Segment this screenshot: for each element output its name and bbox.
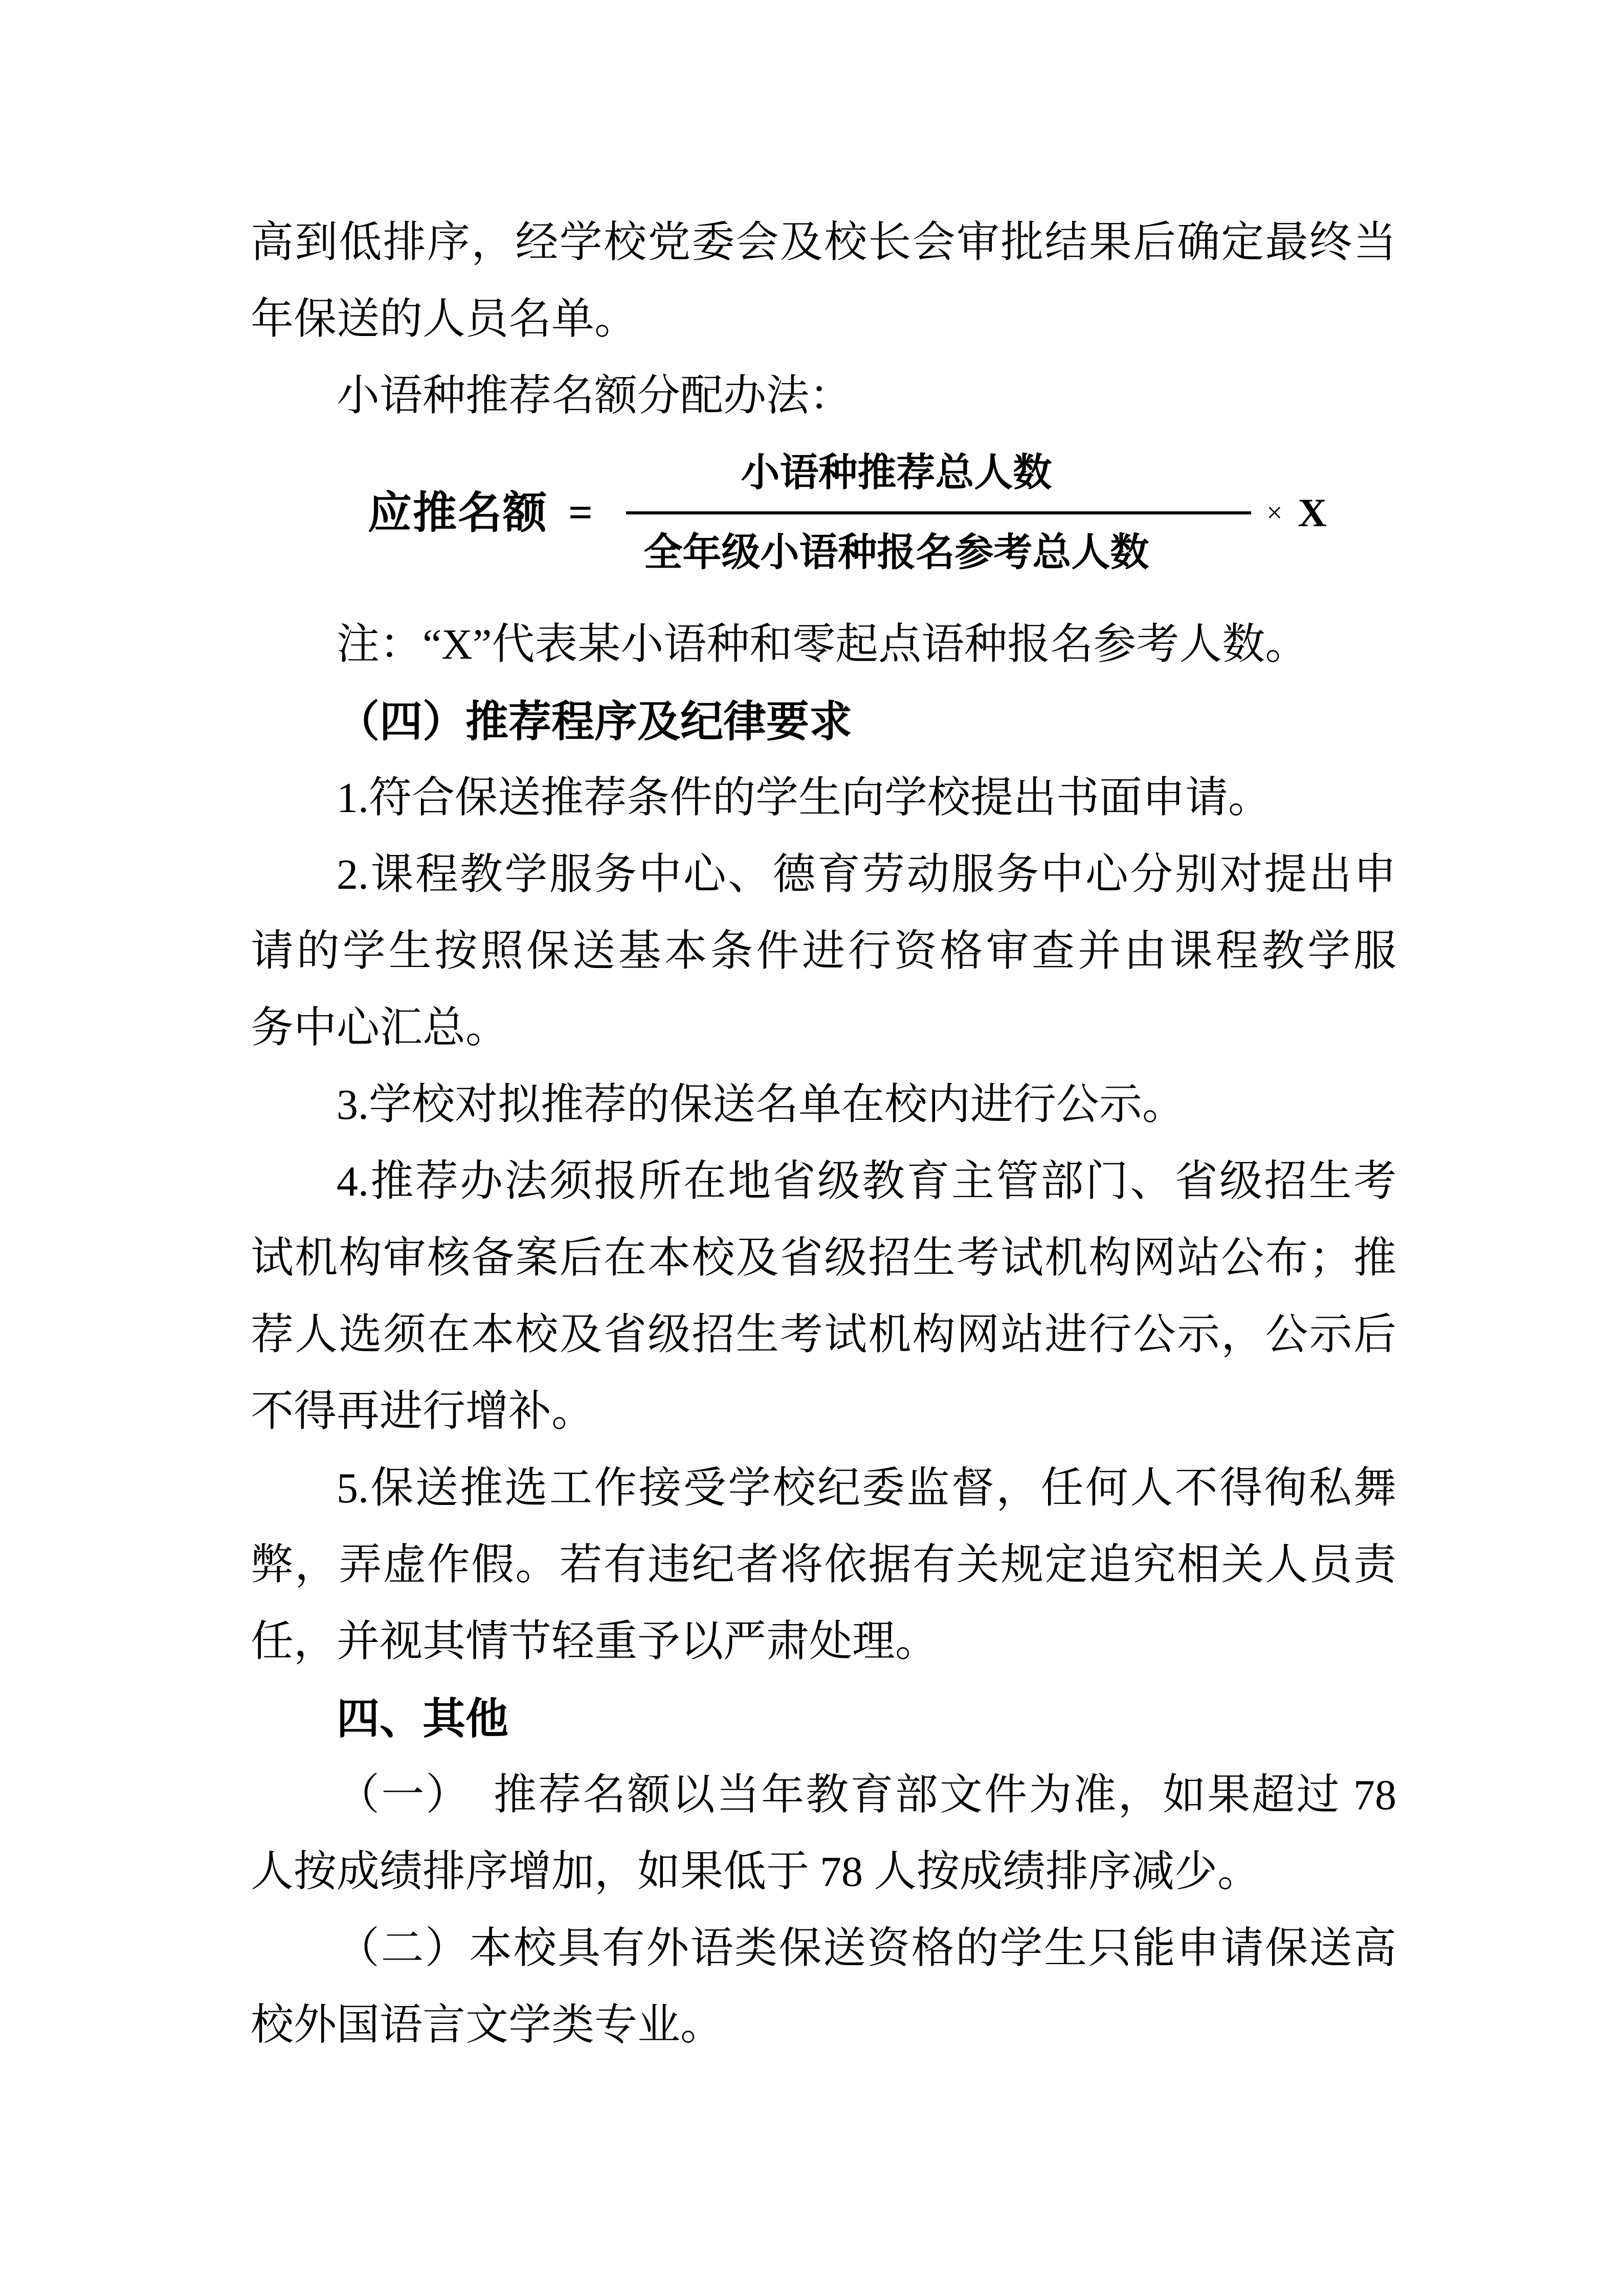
text-line: 荐人选须在本校及省级招生考试机构网站进行公示，公示后 [251, 1311, 1396, 1359]
text-line: 不得再进行增补。 [251, 1388, 595, 1435]
text-line: 1.符合保送推荐条件的学生向学校提出书面申请。 [337, 774, 1272, 822]
text-line: （一） 推荐名额以当年教育部文件为准，如果超过 78 [337, 1771, 1396, 1819]
formula-fraction [626, 435, 1251, 591]
text-line: 弊，弄虚作假。若有违纪者将依据有关规定追究相关人员责 [251, 1541, 1396, 1589]
section-heading: （四）推荐程序及纪律要求 [337, 697, 853, 746]
text-line: 5.保送推选工作接受学校纪委监督，任何人不得徇私舞 [337, 1465, 1396, 1512]
formula-numerator: 小语种推荐总人数 [741, 451, 1052, 494]
formula-multiplier: X [1298, 490, 1327, 535]
text-line: 任，并视其情节轻重予以严肃处理。 [251, 1618, 939, 1665]
formula-denominator: 全年级小语种报名参考总人数 [643, 531, 1149, 574]
multiplication-sign: × [1266, 497, 1283, 529]
text-line: 试机构审核备案后在本校及省级招生考试机构网站公布；推 [251, 1234, 1396, 1282]
section-heading: 四、其他 [337, 1695, 509, 1743]
text-line: 2.课程教学服务中心、德育劳动服务中心分别对提出申 [337, 851, 1396, 898]
text-line: 年保送的人员名单。 [251, 296, 638, 343]
text-line: 3.学校对拟推荐的保送名单在校内进行公示。 [337, 1081, 1186, 1129]
text-line: 4.推荐办法须报所在地省级教育主管部门、省级招生考 [337, 1158, 1396, 1205]
text-line: 务中心汇总。 [251, 1004, 509, 1052]
text-line: 高到低排序，经学校党委会及校长会审批结果后确定最终当 [251, 219, 1396, 266]
text-line: （二）本校具有外语类保送资格的学生只能申请保送高 [337, 1925, 1396, 1972]
quota-formula [368, 435, 1396, 591]
text-line: 请的学生按照保送基本条件进行资格审查并由课程教学服 [251, 928, 1396, 975]
text-line: 注：“X”代表某小语种和零起点语种报名参考人数。 [337, 621, 1308, 668]
formula-lhs: 应推名额 [368, 488, 548, 537]
text-line: 人按成绩排序增加，如果低于 78 人按成绩排序减少。 [251, 1848, 1261, 1896]
text-line: 校外国语言文学类专业。 [251, 2001, 724, 2049]
text-line: 小语种推荐名额分配办法： [337, 372, 853, 420]
formula-equals-sign: = [568, 489, 593, 536]
